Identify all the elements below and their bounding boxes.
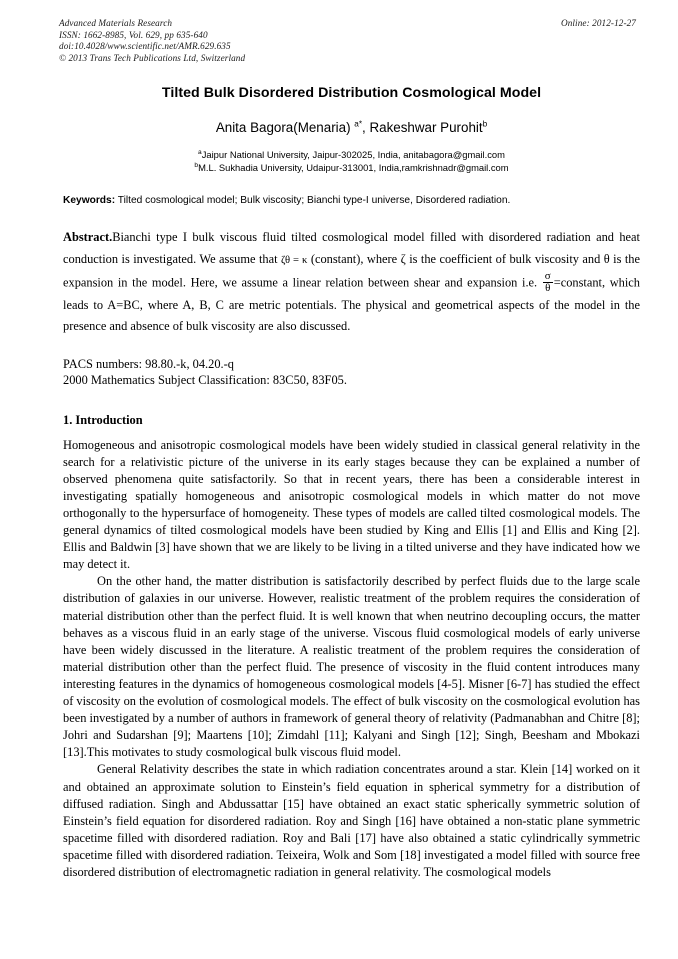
abstract-text-4: is the expansion in the model. Here, we assume a linear relation between shear and expansion i.e. bbox=[63, 251, 640, 290]
keywords-text: Tilted cosmological model; Bulk viscosity; Bianchi type-I universe, Disordered radiation. bbox=[115, 195, 511, 207]
journal-doi: doi:10.4028/www.scientific.net/AMR.629.635 bbox=[59, 41, 231, 52]
online-date: Online: 2012-12-27 bbox=[560, 18, 636, 28]
author-first-name: Anita Bagora(Menaria) bbox=[215, 120, 355, 136]
abstract-text-1: Bianchi type I bulk viscous fluid tilted cosmological model filled with disordered radiation and heat conduction is investigated. We assume that bbox=[63, 230, 640, 266]
abstract-text-2: (constant), where bbox=[307, 251, 401, 266]
affiliation-marker: b bbox=[194, 161, 199, 169]
pacs-block bbox=[63, 356, 640, 389]
author-first-marker: a* bbox=[354, 119, 363, 129]
abstract-math-theta: θ bbox=[603, 251, 610, 266]
fraction-numerator: σ bbox=[544, 270, 551, 283]
journal-masthead bbox=[59, 18, 640, 64]
author-second-marker: b bbox=[482, 119, 488, 129]
keywords-block bbox=[63, 194, 640, 208]
pacs-numbers: PACS numbers: 98.80.-k, 04.20.-q bbox=[63, 356, 234, 371]
affiliation-text: M.L. Sukhadia University, Udaipur-313001, India,ramkrishnadr@gmail.com bbox=[198, 161, 509, 173]
paragraph: On the other hand, the matter distribution is satisfactorily described by perfect fluids due to the large scale distribution of galaxies in our universe. However, realistic treatment of the problem requires the consideration of material distribution other than the perfect fluid. It is well known that when neutrino decoupling occurs, the matter behaves as a viscous fluid in an early stage of the universe. Viscous fluid cosmological models of early universe have been widely discussed in the literature. A realistic treatment of the problem requires the consideration of material distribution other than the perfect fluid. The presence of viscosity in the fluid content introduces many interesting features in the dynamics of homogeneous cosmological models [4-5]. Misner [6-7] has studied the effect of viscosity on the evolution of cosmological models. The effect of bulk viscosity on the cosmological evolution has been investigated by a number of authors in framework of general theory of relativity (Padmanabhan and Chitre [8]; Johri and Sudarshan [9]; Maartens [10]; Zimdahl [11]; Kalyani and Singh [12]; Singh, Beesham and Mbokazi [13].This motivates to study cosmological bulk viscous fluid model. bbox=[63, 574, 640, 760]
journal-copyright: © 2013 Trans Tech Publications Ltd, Switzerland bbox=[59, 52, 246, 63]
author-second-name: Rakeshwar Purohit bbox=[369, 120, 483, 136]
fraction-denominator: θ bbox=[543, 282, 553, 294]
affiliation-marker: a bbox=[198, 149, 202, 157]
keywords-label: Keywords: bbox=[63, 195, 116, 207]
abstract-text-3: is the coefficient of bulk viscosity and bbox=[405, 251, 604, 266]
affiliation-item bbox=[63, 162, 640, 174]
paragraph: Homogeneous and anisotropic cosmological models have been widely studied in classical general relativity in the search for a relativistic picture of the universe in its early stages because they can be explained a number of observed phenomena quite satisfactorily. So that in recent years, there has been a considerable interest in investigating spatially homogeneous and anisotropic cosmological models in which matter do not move orthogonally to the hypersurface of homogeneity. These types of models are called tilted cosmological models. The general dynamics of tilted cosmological models have been studied by King and Ellis [1] and Ellis and King [2]. Ellis and Baldwin [3] have shown that we are likely to be living in a tilted universe and they have indicated how we may detect it. bbox=[63, 437, 640, 572]
journal-issn: ISSN: 1662-8985, Vol. 629, pp 635-640 bbox=[59, 29, 208, 40]
abstract-label: Abstract. bbox=[63, 230, 113, 245]
abstract-math-zeta: ζ bbox=[400, 251, 406, 266]
introduction-body bbox=[63, 437, 640, 881]
author-separator: , bbox=[362, 120, 370, 136]
journal-name: Advanced Materials Research bbox=[59, 18, 173, 28]
section-heading-introduction: 1. Introduction bbox=[63, 412, 143, 427]
sigma-over-theta-fraction bbox=[543, 271, 553, 294]
affiliation-item bbox=[63, 149, 640, 161]
abstract-text-5: =constant, which leads to A=BC, where A, B, C are metric potentials. The physical and geometrical aspects of the model in the presence and absence of bulk viscosity are also discussed. bbox=[63, 275, 640, 334]
msc-classification: 2000 Mathematics Subject Classification: 83C50, 83F05. bbox=[63, 373, 347, 388]
abstract-math-zeta-theta: ζθ = κ bbox=[280, 254, 308, 266]
abstract-block bbox=[63, 227, 640, 337]
affiliation-text: Jaipur National University, Jaipur-302025, India, anitabagora@gmail.com bbox=[201, 149, 505, 161]
author-list bbox=[63, 119, 640, 136]
affiliation-list bbox=[63, 149, 640, 174]
paragraph: General Relativity describes the state in which radiation concentrates around a star. Klein [14] worked on it and obtained an approximate solution to Einstein’s field equation in spherical symmetry for a distribution of diffused radiation. Singh and Abdussattar [15] have obtained an exact static spherically symmetric solution of Einstein’s field equation for disordered radiation. Roy and Singh [16] have obtained a non-static plane symmetric spacetime filled with disordered radiation. Roy and Bali [17] have also obtained a static cylindrically symmetric spacetime filled with disordered radiation. Teixeira, Wolk and Som [18] investigated a model filled with source free disordered distribution of electromagnetic radiation in general relativity. The cosmological models bbox=[63, 762, 640, 879]
paper-title: Tilted Bulk Disordered Distribution Cosmological Model bbox=[161, 85, 542, 102]
